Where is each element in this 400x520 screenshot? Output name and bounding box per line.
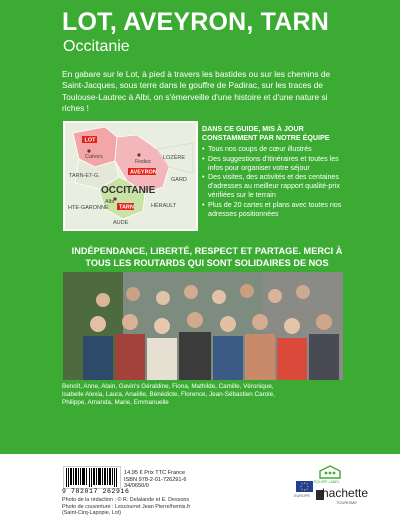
map-label-gard: GARD	[171, 177, 187, 183]
hachette-wordmark: hachette	[322, 486, 369, 500]
guide-item: • Plus de 20 cartes et plans avec toutes nos adresses positionnées	[202, 201, 352, 219]
cahors-dot	[87, 149, 90, 152]
map-label-tarn-et-g: TARN-ET-G.	[69, 173, 100, 179]
region-map-svg	[65, 123, 196, 229]
credit-line: (Saint-Cirq-Lapopie, Lot)	[62, 510, 122, 517]
barcode-bars	[64, 467, 120, 488]
map-label-cahors: Cahors	[85, 154, 103, 160]
photo-credits	[62, 497, 262, 517]
region-map	[63, 121, 198, 231]
map-label-rodez: Rodez	[135, 159, 151, 165]
credit-line: Photo de la rédaction : © R. Delalande et E. Dessons	[62, 497, 190, 503]
map-label-occitanie: OCCITANIE	[101, 185, 156, 196]
price-info	[124, 470, 244, 490]
guide-item: • Des visites, des activités et des centaines d'adresses au meilleur rapport qualité-prix vérifiées sur le terrain	[202, 173, 352, 201]
map-label-hte-garonne: HTE-GARONNE	[68, 205, 109, 211]
guide-item: • Des suggestions d'itinéraires et toutes les infos pour organiser votre séjour	[202, 155, 352, 173]
isbn-line: ISBN 978-2-01-726291-6	[124, 476, 187, 483]
routard-house-icon	[318, 465, 342, 479]
guide-features	[202, 125, 352, 219]
map-label-herault: HÉRAULT	[151, 203, 177, 209]
reference-line: 34/0650/0	[124, 483, 149, 490]
eu-flag-icon	[296, 481, 313, 492]
rodez-dot	[137, 153, 140, 156]
team-photo	[63, 272, 343, 380]
book-title: LOT, AVEYRON, TARN	[62, 8, 330, 36]
team-photo-illustration	[63, 272, 343, 380]
price-line: 14,95 € Prix TTC France	[124, 470, 186, 476]
intro-paragraph: En gabare sur le Lot, à pied à travers les bastides ou sur les chemins de Saint-Jacques, sous terre dans le gouffre de Padirac, sur les traces de Toulouse-Lautrec à Albi, on s'émerveille d'une histoire et d'une nature si riches !	[62, 69, 331, 113]
barcode	[63, 466, 121, 489]
map-label-lot: LOT	[84, 137, 96, 144]
credit-line: Photo de couverture : Lescourret Jean Pierre/hemis.fr	[62, 503, 191, 510]
hachette-tourisme: TOURISME	[336, 500, 358, 505]
book-subtitle: Occitanie	[63, 38, 130, 55]
eu-label: EUROPE	[294, 494, 311, 498]
guide-list	[202, 145, 352, 219]
map-label-albi: Albi	[105, 199, 115, 205]
map-label-aveyron: AVEYRON	[130, 169, 157, 176]
team-names: Benoît, Anne, Alain, Gavin's Géraldine, Fiona, Mathilde, Camille, Véronique, Isabelle Alexia, Laura, Anaëlle, Bénédicte, Florence, Jean-Sébastien Carole, Philippe, Amanda, Marie, Emmanuelle	[62, 383, 275, 407]
map-label-aude: AUDE	[113, 220, 129, 226]
routard-logo-icon	[318, 465, 342, 479]
slogan: INDÉPENDANCE, LIBERTÉ, RESPECT ET PARTAGE. MERCI À TOUS LES ROUTARDS QUI SONT SOLIDAIRES DE NOS	[71, 246, 343, 269]
guide-heading: DANS CE GUIDE, MIS À JOUR CONSTAMMENT PAR NOTRE ÉQUIPE	[202, 125, 330, 143]
routard-logo-text: ÉQUIPE LABEL	[314, 480, 340, 484]
eu-stars-icon	[296, 481, 313, 492]
map-label-tarn: TARN	[119, 204, 134, 211]
guide-item: • Tous nos coups de cœur illustrés	[202, 145, 352, 154]
map-label-lozere: LOZÈRE	[163, 155, 186, 161]
barcode-number: 9 782017 262916	[62, 488, 130, 495]
